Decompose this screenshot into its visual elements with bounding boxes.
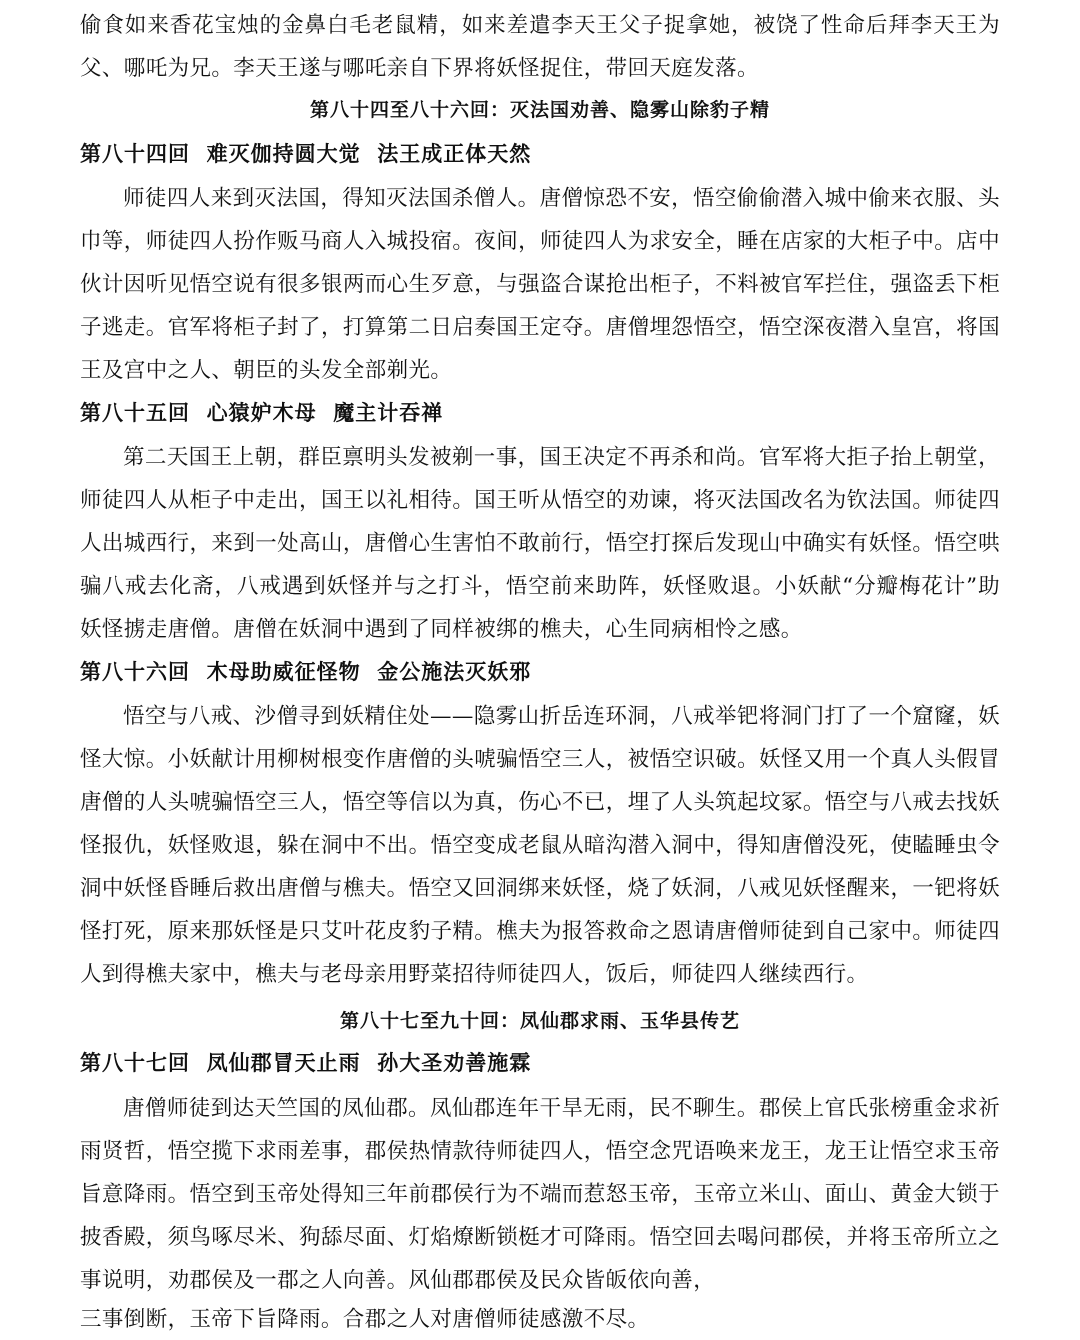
chapter-85-paragraph: 第二天国王上朝，群臣禀明头发被剃一事，国王决定不再杀和尚。官军将大拒子抬上朝堂，师徒四人从柜子中走出，国王以礼相待。国王听从悟空的劝谏，将灭法国改名为钦法国。师徒四人出城西行，来到一处高山，唐僧心生害怕不敢前行，悟空打探后发现山中确实有妖怪。悟空哄骗八戒去化斋，八戒遇到妖怪并与之打斗，悟空前来助阵，妖怪败退。小妖献“分瓣梅花计”助妖怪掳走唐僧。唐僧在妖洞中遇到了同样被绑的樵夫，心生同病相怜之感。	[80, 445, 1000, 642]
chapter-86-paragraph: 悟空与八戒、沙僧寻到妖精住处——隐雾山折岳连环洞，八戒举钯将洞门打了一个窟窿，妖怪大惊。小妖献计用柳树根变作唐僧的头唬骗悟空三人，被悟空识破。妖怪又用一个真人头假冒唐僧的人头唬骗悟空三人，悟空等信以为真，伤心不已，埋了人头筑起坟冢。悟空与八戒去找妖怪报仇，妖怪败退，躲在洞中不出。悟空变成老鼠从暗沟潜入洞中，得知唐僧没死，使瞌睡虫令洞中妖怪昏睡后救出唐僧与樵夫。悟空又回洞绑来妖怪，烧了妖洞，八戒见妖怪醒来，一钯将妖怪打死，原来那妖怪是只艾叶花皮豹子精。樵夫为报答救命之恩请唐僧师徒到自己家中。师徒四人到得樵夫家中，樵夫与老母亲用野菜招待师徒四人，饭后，师徒四人继续西行。	[80, 704, 1000, 987]
section-heading-84-86: 第八十四至八十六回：灭法国劝善、隐雾山除豹子精	[309, 99, 770, 121]
chapter-title-86: 第八十六回 木母助威征怪物 金公施法灭妖邪	[80, 660, 532, 684]
chapter-title-84: 第八十四回 难灭伽持圆大觉 法王成正体天然	[80, 142, 532, 166]
chapter-87-block	[80, 1087, 1000, 1302]
chapter-title-87: 第八十七回 凤仙郡冒天止雨 孙大圣劝善施霖	[80, 1051, 532, 1075]
chapter-84-block	[80, 177, 1000, 392]
chapter-87-paragraph: 唐僧师徒到达天竺国的凤仙郡。凤仙郡连年干旱无雨，民不聊生。郡侯上官氏张榜重金求祈雨贤哲，悟空揽下求雨差事，郡侯热情款待师徒四人，悟空念咒语唤来龙王，龙王让悟空求玉帝旨意降雨。悟空到玉帝处得知三年前郡侯行为不端而惹怒玉帝，玉帝立米山、面山、黄金大锁于披香殿，须鸟啄尽米、狗舔尽面、灯焰燎断锁梃才可降雨。悟空回去喝问郡侯，并将玉帝所立之事说明，劝郡侯及一郡之人向善。风仙郡郡侯及民众皆皈依向善，	[80, 1096, 1000, 1293]
chapter-84-paragraph: 师徒四人来到灭法国，得知灭法国杀僧人。唐僧惊恐不安，悟空偷偷潜入城中偷来衣服、头巾等，师徒四人扮作贩马商人入城投宿。夜间，师徒四人为求安全，睡在店家的大柜子中。店中伙计因听见悟空说有很多银两而心生歹意，与强盗合谋抢出柜子，不料被官军拦住，强盗丢下柜子逃走。官军将柜子封了，打算第二日启奏国王定夺。唐僧埋怨悟空，悟空深夜潜入皇宫，将国王及宫中之人、朝臣的头发全部剃光。	[80, 186, 1000, 383]
intro-paragraph-block	[80, 4, 1000, 90]
chapter-87-last-line: 三事倒断，玉帝下旨降雨。合郡之人对唐僧师徒感激不尽。	[80, 1307, 650, 1332]
chapter-86-block	[80, 695, 1000, 996]
chapter-85-block	[80, 436, 1000, 651]
chapter-title-85: 第八十五回 心猿妒木母 魔主计吞禅	[80, 401, 444, 425]
intro-paragraph: 偷食如来香花宝烛的金鼻白毛老鼠精，如来差遣李天王父子捉拿她，被饶了性命后拜李天王为父、哪吒为兄。李天王遂与哪吒亲自下界将妖怪捉住，带回天庭发落。	[80, 13, 1000, 81]
section-heading-87-90: 第八十七至九十回：凤仙郡求雨、玉华县传艺	[339, 1010, 740, 1032]
